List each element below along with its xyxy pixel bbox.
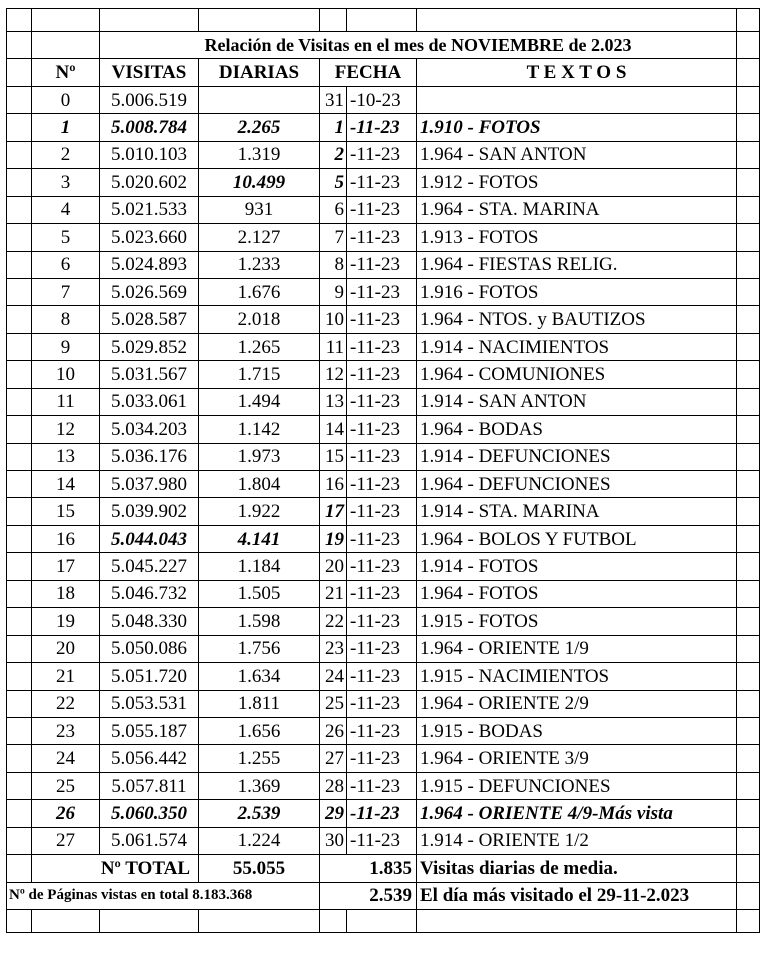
visitas-cell: 5.036.176 (100, 443, 199, 470)
row-number: 12 (32, 416, 100, 443)
visitas-cell: 5.034.203 (100, 416, 199, 443)
row-number: 10 (32, 361, 100, 388)
row-number: 26 (32, 800, 100, 827)
fecha-dia-cell: 7 (320, 224, 347, 251)
table-row (7, 772, 760, 799)
row-number: 15 (32, 498, 100, 525)
margin-cell (7, 525, 32, 552)
diarias-cell: 1.715 (199, 361, 320, 388)
row-number: 8 (32, 306, 100, 333)
visitas-cell: 5.021.533 (100, 196, 199, 223)
diarias-cell: 1.804 (199, 471, 320, 498)
row-number: 21 (32, 663, 100, 690)
fecha-mes-cell: -11-23 (347, 635, 417, 662)
margin-cell (737, 690, 760, 717)
row-number: 14 (32, 471, 100, 498)
table-row (7, 361, 760, 388)
margin-cell (737, 443, 760, 470)
diarias-cell: 2.265 (199, 114, 320, 141)
table-row (7, 471, 760, 498)
margin-cell (7, 388, 32, 415)
fecha-mes-cell: -11-23 (347, 278, 417, 305)
diarias-cell: 1.369 (199, 772, 320, 799)
texto-cell: 1.912 - FOTOS (417, 169, 737, 196)
margin-cell (737, 910, 760, 933)
margin-cell (347, 910, 417, 933)
texto-cell: 1.964 - COMUNIONES (417, 361, 737, 388)
diarias-cell: 1.676 (199, 278, 320, 305)
fecha-dia-cell: 28 (320, 772, 347, 799)
margin-cell (7, 855, 32, 882)
diarias-cell: 1.634 (199, 663, 320, 690)
texto-cell: 1.964 - ORIENTE 4/9-Más vista (417, 800, 737, 827)
texto-cell: 1.964 - STA. MARINA (417, 196, 737, 223)
diarias-cell: 4.141 (199, 525, 320, 552)
margin-cell (7, 141, 32, 168)
diarias-cell: 2.127 (199, 224, 320, 251)
diarias-cell: 1.224 (199, 827, 320, 854)
row-number: 13 (32, 443, 100, 470)
visitas-cell: 5.060.350 (100, 800, 199, 827)
table-row (7, 608, 760, 635)
margin-cell (7, 580, 32, 607)
table-row (7, 690, 760, 717)
diarias-cell: 931 (199, 196, 320, 223)
texto-cell: 1.910 - FOTOS (417, 114, 737, 141)
texto-cell: 1.964 - SAN ANTON (417, 141, 737, 168)
row-number: 25 (32, 772, 100, 799)
diarias-cell: 1.656 (199, 717, 320, 744)
top-spacer-row (7, 9, 760, 32)
diarias-cell: 1.973 (199, 443, 320, 470)
texto-cell: 1.964 - BOLOS Y FUTBOL (417, 525, 737, 552)
margin-cell (7, 910, 32, 933)
max-text: El día más visitado el 29-11-2.023 (417, 882, 737, 909)
fecha-mes-cell: -11-23 (347, 772, 417, 799)
texto-cell: 1.913 - FOTOS (417, 224, 737, 251)
diarias-cell: 1.756 (199, 635, 320, 662)
header-visitas: VISITAS (100, 59, 199, 86)
table-row (7, 525, 760, 552)
margin-cell (737, 772, 760, 799)
margin-cell (737, 114, 760, 141)
fecha-dia-cell: 29 (320, 800, 347, 827)
margin-cell (737, 416, 760, 443)
texto-cell: 1.914 - STA. MARINA (417, 498, 737, 525)
margin-cell (199, 910, 320, 933)
table-row (7, 416, 760, 443)
fecha-dia-cell: 27 (320, 745, 347, 772)
margin-cell (737, 855, 760, 882)
margin-cell (7, 169, 32, 196)
fecha-mes-cell: -11-23 (347, 443, 417, 470)
margin-cell (7, 608, 32, 635)
table-row (7, 663, 760, 690)
fecha-dia-cell: 30 (320, 827, 347, 854)
margin-cell (7, 224, 32, 251)
fecha-mes-cell: -11-23 (347, 306, 417, 333)
table-row (7, 553, 760, 580)
header-textos: T E X T O S (417, 59, 737, 86)
texto-cell: 1.914 - ORIENTE 1/2 (417, 827, 737, 854)
fecha-mes-cell: -11-23 (347, 141, 417, 168)
visitas-cell: 5.029.852 (100, 333, 199, 360)
header-row (7, 59, 760, 86)
fecha-dia-cell: 2 (320, 141, 347, 168)
visitas-cell: 5.053.531 (100, 690, 199, 717)
table-row (7, 580, 760, 607)
margin-cell (737, 251, 760, 278)
margin-cell (737, 278, 760, 305)
table-row (7, 196, 760, 223)
visitas-cell: 5.033.061 (100, 388, 199, 415)
fecha-dia-cell: 22 (320, 608, 347, 635)
texto-cell: 1.915 - NACIMIENTOS (417, 663, 737, 690)
table-row (7, 333, 760, 360)
paginas-label: Nº de Páginas vistas en total 8.183.368 (7, 882, 320, 909)
diarias-cell: 1.922 (199, 498, 320, 525)
margin-cell (737, 86, 760, 113)
table-row (7, 86, 760, 113)
visitas-cell: 5.046.732 (100, 580, 199, 607)
diarias-cell: 1.811 (199, 690, 320, 717)
margin-cell (32, 910, 100, 933)
texto-cell (417, 86, 737, 113)
diarias-cell: 2.018 (199, 306, 320, 333)
margin-cell (7, 333, 32, 360)
table-row (7, 443, 760, 470)
fecha-mes-cell: -11-23 (347, 553, 417, 580)
diarias-cell: 10.499 (199, 169, 320, 196)
texto-cell: 1.964 - ORIENTE 1/9 (417, 635, 737, 662)
texto-cell: 1.915 - DEFUNCIONES (417, 772, 737, 799)
margin-cell (7, 471, 32, 498)
table-row (7, 388, 760, 415)
margin-cell (737, 827, 760, 854)
texto-cell: 1.915 - BODAS (417, 717, 737, 744)
margin-cell (737, 608, 760, 635)
fecha-dia-cell: 16 (320, 471, 347, 498)
visitas-cell: 5.023.660 (100, 224, 199, 251)
margin-cell (7, 690, 32, 717)
visitas-cell: 5.048.330 (100, 608, 199, 635)
fecha-dia-cell: 15 (320, 443, 347, 470)
fecha-mes-cell: -11-23 (347, 251, 417, 278)
visitas-cell: 5.061.574 (100, 827, 199, 854)
media-value: 1.835 (320, 855, 417, 882)
margin-cell (737, 169, 760, 196)
row-number: 2 (32, 141, 100, 168)
texto-cell: 1.964 - FOTOS (417, 580, 737, 607)
visitas-cell: 5.045.227 (100, 553, 199, 580)
fecha-dia-cell: 19 (320, 525, 347, 552)
table-row (7, 827, 760, 854)
margin-cell (737, 498, 760, 525)
media-text: Visitas diarias de media. (417, 855, 737, 882)
fecha-dia-cell: 26 (320, 717, 347, 744)
visitas-cell: 5.028.587 (100, 306, 199, 333)
visitas-cell: 5.057.811 (100, 772, 199, 799)
fecha-mes-cell: -10-23 (347, 86, 417, 113)
paginas-row (7, 882, 760, 909)
diarias-cell: 1.265 (199, 333, 320, 360)
fecha-dia-cell: 6 (320, 196, 347, 223)
row-number: 27 (32, 827, 100, 854)
margin-cell (737, 196, 760, 223)
fecha-mes-cell: -11-23 (347, 196, 417, 223)
fecha-mes-cell: -11-23 (347, 169, 417, 196)
row-number: 5 (32, 224, 100, 251)
header-n: Nº (32, 59, 100, 86)
fecha-dia-cell: 31 (320, 86, 347, 113)
row-number: 24 (32, 745, 100, 772)
diarias-cell: 1.142 (199, 416, 320, 443)
fecha-mes-cell: -11-23 (347, 580, 417, 607)
texto-cell: 1.916 - FOTOS (417, 278, 737, 305)
texto-cell: 1.964 - BODAS (417, 416, 737, 443)
row-number: 11 (32, 388, 100, 415)
margin-cell (7, 663, 32, 690)
visits-table (6, 8, 760, 933)
fecha-mes-cell: -11-23 (347, 224, 417, 251)
visitas-cell: 5.055.187 (100, 717, 199, 744)
margin-cell (417, 910, 737, 933)
row-number: 17 (32, 553, 100, 580)
row-number: 1 (32, 114, 100, 141)
row-number: 9 (32, 333, 100, 360)
visitas-cell: 5.006.519 (100, 86, 199, 113)
fecha-dia-cell: 11 (320, 333, 347, 360)
margin-cell (737, 224, 760, 251)
fecha-dia-cell: 24 (320, 663, 347, 690)
visitas-cell: 5.026.569 (100, 278, 199, 305)
margin-cell (737, 553, 760, 580)
texto-cell: 1.964 - FIESTAS RELIG. (417, 251, 737, 278)
row-number: 3 (32, 169, 100, 196)
diarias-cell: 1.319 (199, 141, 320, 168)
title-row (7, 32, 760, 59)
margin-cell (737, 141, 760, 168)
total-value: 55.055 (199, 855, 320, 882)
margin-cell (737, 580, 760, 607)
fecha-dia-cell: 8 (320, 251, 347, 278)
visitas-cell: 5.031.567 (100, 361, 199, 388)
visitas-cell: 5.010.103 (100, 141, 199, 168)
margin-cell (7, 306, 32, 333)
total-row (7, 855, 760, 882)
margin-cell (737, 333, 760, 360)
margin-cell (7, 361, 32, 388)
row-number: 7 (32, 278, 100, 305)
visitas-cell: 5.024.893 (100, 251, 199, 278)
diarias-cell: 1.233 (199, 251, 320, 278)
visitas-cell: 5.050.086 (100, 635, 199, 662)
fecha-mes-cell: -11-23 (347, 471, 417, 498)
texto-cell: 1.964 - NTOS. y BAUTIZOS (417, 306, 737, 333)
table-row (7, 498, 760, 525)
fecha-dia-cell: 25 (320, 690, 347, 717)
row-number: 4 (32, 196, 100, 223)
margin-cell (7, 800, 32, 827)
fecha-mes-cell: -11-23 (347, 717, 417, 744)
table-row (7, 717, 760, 744)
texto-cell: 1.964 - ORIENTE 2/9 (417, 690, 737, 717)
visitas-cell: 5.051.720 (100, 663, 199, 690)
margin-cell (7, 717, 32, 744)
fecha-dia-cell: 12 (320, 361, 347, 388)
fecha-dia-cell: 5 (320, 169, 347, 196)
visitas-cell: 5.037.980 (100, 471, 199, 498)
fecha-dia-cell: 9 (320, 278, 347, 305)
texto-cell: 1.914 - NACIMIENTOS (417, 333, 737, 360)
margin-cell (7, 635, 32, 662)
table-row (7, 224, 760, 251)
fecha-mes-cell: -11-23 (347, 745, 417, 772)
table-row (7, 745, 760, 772)
margin-cell (7, 827, 32, 854)
margin-cell (7, 553, 32, 580)
fecha-mes-cell: -11-23 (347, 333, 417, 360)
row-number: 19 (32, 608, 100, 635)
row-number: 16 (32, 525, 100, 552)
margin-cell (7, 251, 32, 278)
visitas-cell: 5.039.902 (100, 498, 199, 525)
diarias-cell: 1.505 (199, 580, 320, 607)
fecha-mes-cell: -11-23 (347, 608, 417, 635)
margin-cell (7, 114, 32, 141)
table-row (7, 278, 760, 305)
margin-cell (737, 882, 760, 909)
margin-cell (737, 745, 760, 772)
visitas-cell: 5.020.602 (100, 169, 199, 196)
total-label: Nº TOTAL (32, 855, 199, 882)
fecha-dia-cell: 1 (320, 114, 347, 141)
table-row (7, 800, 760, 827)
margin-cell (320, 910, 347, 933)
header-fecha: FECHA (320, 59, 417, 86)
visitas-cell: 5.056.442 (100, 745, 199, 772)
row-number: 20 (32, 635, 100, 662)
table-row (7, 251, 760, 278)
texto-cell: 1.964 - ORIENTE 3/9 (417, 745, 737, 772)
fecha-mes-cell: -11-23 (347, 800, 417, 827)
row-number: 18 (32, 580, 100, 607)
fecha-mes-cell: -11-23 (347, 416, 417, 443)
fecha-mes-cell: -11-23 (347, 690, 417, 717)
margin-cell (7, 416, 32, 443)
margin-cell (7, 196, 32, 223)
diarias-cell: 1.184 (199, 553, 320, 580)
margin-cell (7, 278, 32, 305)
fecha-dia-cell: 23 (320, 635, 347, 662)
fecha-mes-cell: -11-23 (347, 663, 417, 690)
margin-cell (737, 388, 760, 415)
margin-cell (737, 525, 760, 552)
margin-cell (737, 306, 760, 333)
row-number: 6 (32, 251, 100, 278)
table-row (7, 169, 760, 196)
diarias-cell: 2.539 (199, 800, 320, 827)
table-row (7, 114, 760, 141)
fecha-dia-cell: 10 (320, 306, 347, 333)
table-row (7, 141, 760, 168)
margin-cell (737, 663, 760, 690)
row-number: 0 (32, 86, 100, 113)
diarias-cell: 1.494 (199, 388, 320, 415)
texto-cell: 1.914 - DEFUNCIONES (417, 443, 737, 470)
margin-cell (7, 745, 32, 772)
margin-cell (737, 471, 760, 498)
diarias-cell (199, 86, 320, 113)
page-title: Relación de Visitas en el mes de NOVIEMBRE de 2.023 (100, 32, 737, 59)
diarias-cell: 1.255 (199, 745, 320, 772)
fecha-mes-cell: -11-23 (347, 361, 417, 388)
margin-cell (737, 800, 760, 827)
visitas-cell: 5.008.784 (100, 114, 199, 141)
texto-cell: 1.915 - FOTOS (417, 608, 737, 635)
margin-cell (737, 635, 760, 662)
table-row (7, 306, 760, 333)
fecha-mes-cell: -11-23 (347, 827, 417, 854)
header-diarias: DIARIAS (199, 59, 320, 86)
fecha-mes-cell: -11-23 (347, 525, 417, 552)
margin-cell (7, 443, 32, 470)
fecha-dia-cell: 21 (320, 580, 347, 607)
fecha-dia-cell: 17 (320, 498, 347, 525)
margin-cell (7, 498, 32, 525)
table-row (7, 635, 760, 662)
bottom-spacer-row (7, 910, 760, 933)
fecha-dia-cell: 20 (320, 553, 347, 580)
fecha-mes-cell: -11-23 (347, 498, 417, 525)
visitas-cell: 5.044.043 (100, 525, 199, 552)
margin-cell (7, 772, 32, 799)
fecha-mes-cell: -11-23 (347, 388, 417, 415)
margin-cell (100, 910, 199, 933)
margin-cell (737, 717, 760, 744)
margin-cell (7, 86, 32, 113)
fecha-dia-cell: 14 (320, 416, 347, 443)
fecha-mes-cell: -11-23 (347, 114, 417, 141)
max-value: 2.539 (320, 882, 417, 909)
row-number: 22 (32, 690, 100, 717)
texto-cell: 1.914 - SAN ANTON (417, 388, 737, 415)
row-number: 23 (32, 717, 100, 744)
fecha-dia-cell: 13 (320, 388, 347, 415)
margin-cell (737, 361, 760, 388)
texto-cell: 1.914 - FOTOS (417, 553, 737, 580)
diarias-cell: 1.598 (199, 608, 320, 635)
texto-cell: 1.964 - DEFUNCIONES (417, 471, 737, 498)
